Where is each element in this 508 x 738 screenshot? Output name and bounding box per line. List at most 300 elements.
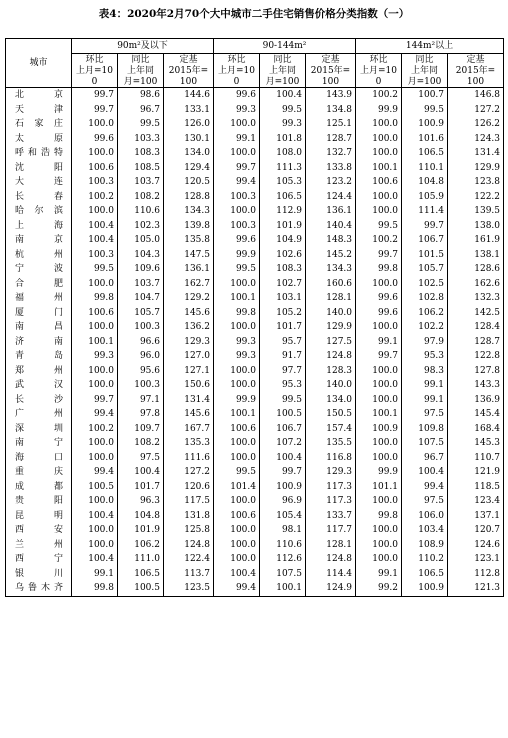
index-value: 117.5 — [164, 494, 214, 509]
city-name: 北 京 — [6, 88, 72, 103]
index-value: 100.6 — [72, 161, 118, 176]
index-value: 102.3 — [118, 219, 164, 234]
mom-header: 环比 — [356, 54, 402, 66]
index-value: 120.7 — [448, 523, 504, 538]
base-header-line3: 100 — [164, 76, 214, 88]
yoy-header: 同比 — [402, 54, 448, 66]
index-value: 100.6 — [214, 422, 260, 437]
index-value: 100.0 — [72, 117, 118, 132]
index-value: 123.2 — [306, 175, 356, 190]
table-row — [6, 509, 504, 524]
index-value: 127.2 — [164, 465, 214, 480]
index-value: 110.6 — [118, 204, 164, 219]
index-value: 99.5 — [118, 117, 164, 132]
group-header-small: 90m²及以下 — [72, 39, 214, 54]
index-value: 145.4 — [448, 407, 504, 422]
index-value: 100.0 — [356, 364, 402, 379]
city-name: 厦 门 — [6, 306, 72, 321]
index-value: 124.3 — [448, 132, 504, 147]
table-row — [6, 204, 504, 219]
index-value: 99.3 — [214, 335, 260, 350]
table-row — [6, 277, 504, 292]
index-value: 99.7 — [214, 161, 260, 176]
index-value: 108.5 — [118, 161, 164, 176]
index-value: 100.7 — [402, 88, 448, 103]
city-name: 兰 州 — [6, 538, 72, 553]
city-name: 郑 州 — [6, 364, 72, 379]
table-title: 表4：2020年2月70个大中城市二手住宅销售价格分类指数（一） — [98, 8, 410, 20]
index-value: 120.5 — [164, 175, 214, 190]
index-value: 100.0 — [356, 277, 402, 292]
index-value: 112.9 — [260, 204, 306, 219]
index-value: 100.4 — [260, 88, 306, 103]
index-value: 134.0 — [164, 146, 214, 161]
base-header: 定基 — [306, 54, 356, 66]
index-value: 132.3 — [448, 291, 504, 306]
mom-header-line2: 上月=10 — [72, 65, 118, 76]
city-name: 长 沙 — [6, 393, 72, 408]
index-value: 100.1 — [214, 407, 260, 422]
index-value: 125.1 — [306, 117, 356, 132]
yoy-header-line3: 月=100 — [260, 76, 306, 88]
index-value: 96.6 — [118, 335, 164, 350]
index-value: 128.6 — [448, 262, 504, 277]
index-value: 99.6 — [214, 88, 260, 103]
index-value: 99.5 — [214, 465, 260, 480]
index-value: 99.3 — [214, 103, 260, 118]
index-value: 139.8 — [164, 219, 214, 234]
index-value: 100.4 — [260, 451, 306, 466]
index-value: 107.5 — [260, 567, 306, 582]
index-value: 100.0 — [356, 523, 402, 538]
index-value: 121.9 — [448, 465, 504, 480]
index-value: 137.1 — [448, 509, 504, 524]
index-value: 113.7 — [164, 567, 214, 582]
index-value: 123.8 — [448, 175, 504, 190]
index-value: 101.1 — [356, 480, 402, 495]
index-value: 95.7 — [260, 335, 306, 350]
city-name: 西 宁 — [6, 552, 72, 567]
index-value: 99.6 — [214, 233, 260, 248]
city-name: 银 川 — [6, 567, 72, 582]
index-value: 128.8 — [164, 190, 214, 205]
city-name: 青 岛 — [6, 349, 72, 364]
index-value: 110.1 — [402, 161, 448, 176]
index-value: 100.6 — [72, 306, 118, 321]
table-row — [6, 494, 504, 509]
table-row — [6, 523, 504, 538]
mom-header-line2: 上月=10 — [214, 65, 260, 76]
yoy-header-line3: 月=100 — [402, 76, 448, 88]
index-value: 130.1 — [164, 132, 214, 147]
index-value: 100.3 — [72, 175, 118, 190]
index-value: 122.4 — [164, 552, 214, 567]
index-value: 150.6 — [164, 378, 214, 393]
index-value: 99.1 — [402, 393, 448, 408]
index-value: 99.5 — [260, 103, 306, 118]
index-value: 99.2 — [356, 581, 402, 596]
index-value: 100.0 — [214, 277, 260, 292]
index-value: 110.7 — [448, 451, 504, 466]
index-value: 136.2 — [164, 320, 214, 335]
index-value: 101.7 — [118, 480, 164, 495]
index-value: 100.0 — [356, 393, 402, 408]
table-row — [6, 422, 504, 437]
index-value: 145.2 — [306, 248, 356, 263]
index-value: 135.3 — [164, 436, 214, 451]
city-name: 天 津 — [6, 103, 72, 118]
index-value: 122.2 — [448, 190, 504, 205]
index-value: 99.4 — [72, 465, 118, 480]
group-header-medium: 90-144m² — [214, 39, 356, 54]
index-value: 99.8 — [72, 291, 118, 306]
index-value: 123.1 — [448, 552, 504, 567]
index-value: 95.3 — [260, 378, 306, 393]
index-value: 100.0 — [214, 320, 260, 335]
index-value: 111.4 — [402, 204, 448, 219]
index-value: 148.3 — [306, 233, 356, 248]
index-value: 98.6 — [118, 88, 164, 103]
index-value: 129.3 — [306, 465, 356, 480]
index-value: 100.3 — [72, 248, 118, 263]
index-value: 138.0 — [448, 219, 504, 234]
index-value: 99.1 — [356, 335, 402, 350]
index-value: 134.3 — [164, 204, 214, 219]
index-value: 97.5 — [118, 451, 164, 466]
index-value: 105.7 — [402, 262, 448, 277]
index-value: 100.2 — [356, 233, 402, 248]
table-row — [6, 378, 504, 393]
index-value: 95.3 — [402, 349, 448, 364]
index-value: 114.4 — [306, 567, 356, 582]
table-row — [6, 219, 504, 234]
table-row — [6, 349, 504, 364]
index-value: 127.8 — [448, 364, 504, 379]
city-name: 昆 明 — [6, 509, 72, 524]
index-value: 96.0 — [118, 349, 164, 364]
index-value: 104.8 — [118, 509, 164, 524]
index-value: 99.1 — [72, 567, 118, 582]
index-value: 99.7 — [260, 465, 306, 480]
index-value: 99.5 — [402, 103, 448, 118]
city-name: 上 海 — [6, 219, 72, 234]
city-name: 沈 阳 — [6, 161, 72, 176]
index-value: 133.1 — [164, 103, 214, 118]
index-value: 99.7 — [72, 393, 118, 408]
index-value: 106.2 — [402, 306, 448, 321]
index-value: 97.9 — [402, 335, 448, 350]
index-value: 100.1 — [260, 581, 306, 596]
index-value: 145.6 — [164, 306, 214, 321]
city-name: 成 都 — [6, 480, 72, 495]
index-value: 99.4 — [402, 480, 448, 495]
index-value: 105.2 — [260, 306, 306, 321]
table-row — [6, 146, 504, 161]
index-value: 97.5 — [402, 407, 448, 422]
index-value: 100.5 — [260, 407, 306, 422]
index-value: 107.2 — [260, 436, 306, 451]
index-value: 100.1 — [356, 161, 402, 176]
index-value: 100.2 — [356, 88, 402, 103]
mom-header-line3: 0 — [214, 76, 260, 88]
index-value: 100.0 — [356, 451, 402, 466]
index-value: 100.0 — [356, 146, 402, 161]
index-value: 132.7 — [306, 146, 356, 161]
index-value: 100.0 — [72, 494, 118, 509]
yoy-header-line2: 上年同 — [118, 65, 164, 76]
index-value: 116.8 — [306, 451, 356, 466]
index-value: 99.5 — [260, 393, 306, 408]
city-name: 贵 阳 — [6, 494, 72, 509]
index-value: 100.9 — [260, 480, 306, 495]
mom-header-line3: 0 — [72, 76, 118, 88]
index-value: 133.7 — [306, 509, 356, 524]
index-value: 99.4 — [72, 407, 118, 422]
index-value: 131.4 — [164, 393, 214, 408]
index-value: 121.3 — [448, 581, 504, 596]
index-value: 97.1 — [118, 393, 164, 408]
index-value: 135.8 — [164, 233, 214, 248]
index-value: 106.5 — [402, 567, 448, 582]
index-value: 111.0 — [118, 552, 164, 567]
index-value: 105.4 — [260, 509, 306, 524]
table-row — [6, 103, 504, 118]
index-value: 96.7 — [118, 103, 164, 118]
index-value: 100.0 — [214, 494, 260, 509]
index-value: 117.3 — [306, 494, 356, 509]
index-value: 147.5 — [164, 248, 214, 263]
table-row — [6, 451, 504, 466]
index-value: 100.4 — [118, 465, 164, 480]
index-value: 124.8 — [306, 552, 356, 567]
yoy-header: 同比 — [118, 54, 164, 66]
index-value: 142.5 — [448, 306, 504, 321]
index-value: 111.3 — [260, 161, 306, 176]
index-value: 117.3 — [306, 480, 356, 495]
index-value: 99.3 — [214, 349, 260, 364]
table-row — [6, 538, 504, 553]
index-value: 96.9 — [260, 494, 306, 509]
index-value: 108.0 — [260, 146, 306, 161]
index-value: 124.9 — [306, 581, 356, 596]
index-value: 99.8 — [72, 581, 118, 596]
index-value: 128.4 — [448, 320, 504, 335]
index-value: 99.3 — [260, 117, 306, 132]
table-row — [6, 567, 504, 582]
index-value: 99.5 — [356, 219, 402, 234]
index-value: 108.3 — [118, 146, 164, 161]
index-value: 99.1 — [214, 132, 260, 147]
city-name: 西 安 — [6, 523, 72, 538]
index-value: 129.2 — [164, 291, 214, 306]
index-value: 97.7 — [260, 364, 306, 379]
index-value: 103.7 — [118, 175, 164, 190]
index-value: 103.3 — [118, 132, 164, 147]
index-value: 100.0 — [72, 146, 118, 161]
index-value: 100.1 — [72, 335, 118, 350]
index-value: 100.0 — [72, 523, 118, 538]
index-value: 99.8 — [214, 306, 260, 321]
table-row — [6, 393, 504, 408]
index-value: 128.7 — [448, 335, 504, 350]
index-value: 135.5 — [306, 436, 356, 451]
index-value: 127.0 — [164, 349, 214, 364]
table-row — [6, 88, 504, 103]
table-row — [6, 552, 504, 567]
index-value: 98.3 — [402, 364, 448, 379]
index-value: 128.1 — [306, 291, 356, 306]
index-value: 129.9 — [306, 320, 356, 335]
index-value: 102.2 — [402, 320, 448, 335]
table-row — [6, 407, 504, 422]
index-value: 99.8 — [356, 262, 402, 277]
index-value: 100.0 — [214, 378, 260, 393]
index-value: 100.0 — [72, 451, 118, 466]
index-value: 99.7 — [72, 103, 118, 118]
index-value: 109.6 — [118, 262, 164, 277]
index-value: 128.7 — [306, 132, 356, 147]
price-index-table — [5, 38, 504, 597]
index-value: 108.2 — [118, 190, 164, 205]
index-value: 103.7 — [118, 277, 164, 292]
mom-header-line3: 0 — [356, 76, 402, 88]
index-value: 133.8 — [306, 161, 356, 176]
index-value: 99.4 — [214, 175, 260, 190]
city-column-header: 城市 — [6, 39, 72, 88]
index-value: 106.2 — [118, 538, 164, 553]
index-value: 146.8 — [448, 88, 504, 103]
index-value: 99.5 — [214, 262, 260, 277]
index-value: 101.9 — [118, 523, 164, 538]
city-name: 杭 州 — [6, 248, 72, 263]
index-value: 145.3 — [448, 436, 504, 451]
table-body — [6, 88, 504, 597]
index-value: 99.9 — [356, 103, 402, 118]
index-value: 100.0 — [72, 364, 118, 379]
table-row — [6, 306, 504, 321]
table-row — [6, 335, 504, 350]
index-value: 100.3 — [214, 190, 260, 205]
index-value: 100.0 — [356, 204, 402, 219]
index-value: 101.8 — [260, 132, 306, 147]
index-value: 100.0 — [214, 523, 260, 538]
index-value: 103.4 — [402, 523, 448, 538]
table-row — [6, 175, 504, 190]
yoy-header-line2: 上年同 — [260, 65, 306, 76]
index-value: 105.3 — [260, 175, 306, 190]
index-value: 99.6 — [356, 291, 402, 306]
index-value: 100.9 — [402, 581, 448, 596]
index-value: 122.8 — [448, 349, 504, 364]
index-value: 120.6 — [164, 480, 214, 495]
index-value: 100.4 — [72, 552, 118, 567]
index-value: 99.8 — [356, 509, 402, 524]
city-name: 南 宁 — [6, 436, 72, 451]
index-value: 99.9 — [214, 393, 260, 408]
city-name: 深 圳 — [6, 422, 72, 437]
index-value: 100.0 — [214, 117, 260, 132]
index-value: 106.7 — [402, 233, 448, 248]
mom-header: 环比 — [72, 54, 118, 66]
index-value: 140.4 — [306, 219, 356, 234]
index-value: 100.5 — [72, 480, 118, 495]
index-value: 144.6 — [164, 88, 214, 103]
city-name: 哈尔滨 — [6, 204, 72, 219]
index-value: 102.7 — [260, 277, 306, 292]
index-value: 105.7 — [118, 306, 164, 321]
index-value: 100.0 — [356, 117, 402, 132]
index-value: 138.1 — [448, 248, 504, 263]
index-value: 99.1 — [402, 378, 448, 393]
index-value: 118.5 — [448, 480, 504, 495]
index-value: 102.8 — [402, 291, 448, 306]
index-value: 129.9 — [448, 161, 504, 176]
index-value: 100.0 — [356, 538, 402, 553]
index-value: 100.0 — [356, 132, 402, 147]
index-value: 98.1 — [260, 523, 306, 538]
yoy-header-line2: 上年同 — [402, 65, 448, 76]
index-value: 100.5 — [118, 581, 164, 596]
index-value: 101.6 — [402, 132, 448, 147]
index-value: 140.0 — [306, 378, 356, 393]
index-value: 100.0 — [72, 277, 118, 292]
index-value: 99.9 — [356, 465, 402, 480]
index-value: 100.0 — [356, 320, 402, 335]
index-value: 117.7 — [306, 523, 356, 538]
table-row — [6, 233, 504, 248]
index-value: 100.0 — [356, 190, 402, 205]
mom-header: 环比 — [214, 54, 260, 66]
index-value: 160.6 — [306, 277, 356, 292]
index-value: 111.6 — [164, 451, 214, 466]
city-name: 呼和浩特 — [6, 146, 72, 161]
index-value: 131.8 — [164, 509, 214, 524]
index-value: 124.8 — [306, 349, 356, 364]
city-name: 广 州 — [6, 407, 72, 422]
table-row — [6, 364, 504, 379]
index-value: 99.3 — [72, 349, 118, 364]
index-value: 100.0 — [356, 436, 402, 451]
index-value: 99.7 — [72, 88, 118, 103]
index-value: 100.4 — [72, 219, 118, 234]
index-value: 100.0 — [214, 146, 260, 161]
group-header-large: 144m²以上 — [356, 39, 504, 54]
city-name: 南 京 — [6, 233, 72, 248]
base-header-line3: 100 — [448, 76, 504, 88]
index-value: 162.7 — [164, 277, 214, 292]
index-value: 91.7 — [260, 349, 306, 364]
index-value: 109.8 — [402, 422, 448, 437]
city-name: 武 汉 — [6, 378, 72, 393]
index-value: 100.4 — [402, 465, 448, 480]
index-value: 100.0 — [72, 320, 118, 335]
base-header-line3: 100 — [306, 76, 356, 88]
index-value: 123.4 — [448, 494, 504, 509]
city-name: 重 庆 — [6, 465, 72, 480]
index-value: 106.5 — [260, 190, 306, 205]
base-header-line2: 2015年= — [164, 65, 214, 76]
index-value: 106.0 — [402, 509, 448, 524]
index-value: 99.5 — [72, 262, 118, 277]
index-value: 129.4 — [164, 161, 214, 176]
index-value: 99.7 — [356, 349, 402, 364]
index-value: 102.5 — [402, 277, 448, 292]
index-value: 106.5 — [118, 567, 164, 582]
index-value: 101.9 — [260, 219, 306, 234]
index-value: 102.6 — [260, 248, 306, 263]
index-value: 100.1 — [356, 407, 402, 422]
base-header: 定基 — [448, 54, 504, 66]
